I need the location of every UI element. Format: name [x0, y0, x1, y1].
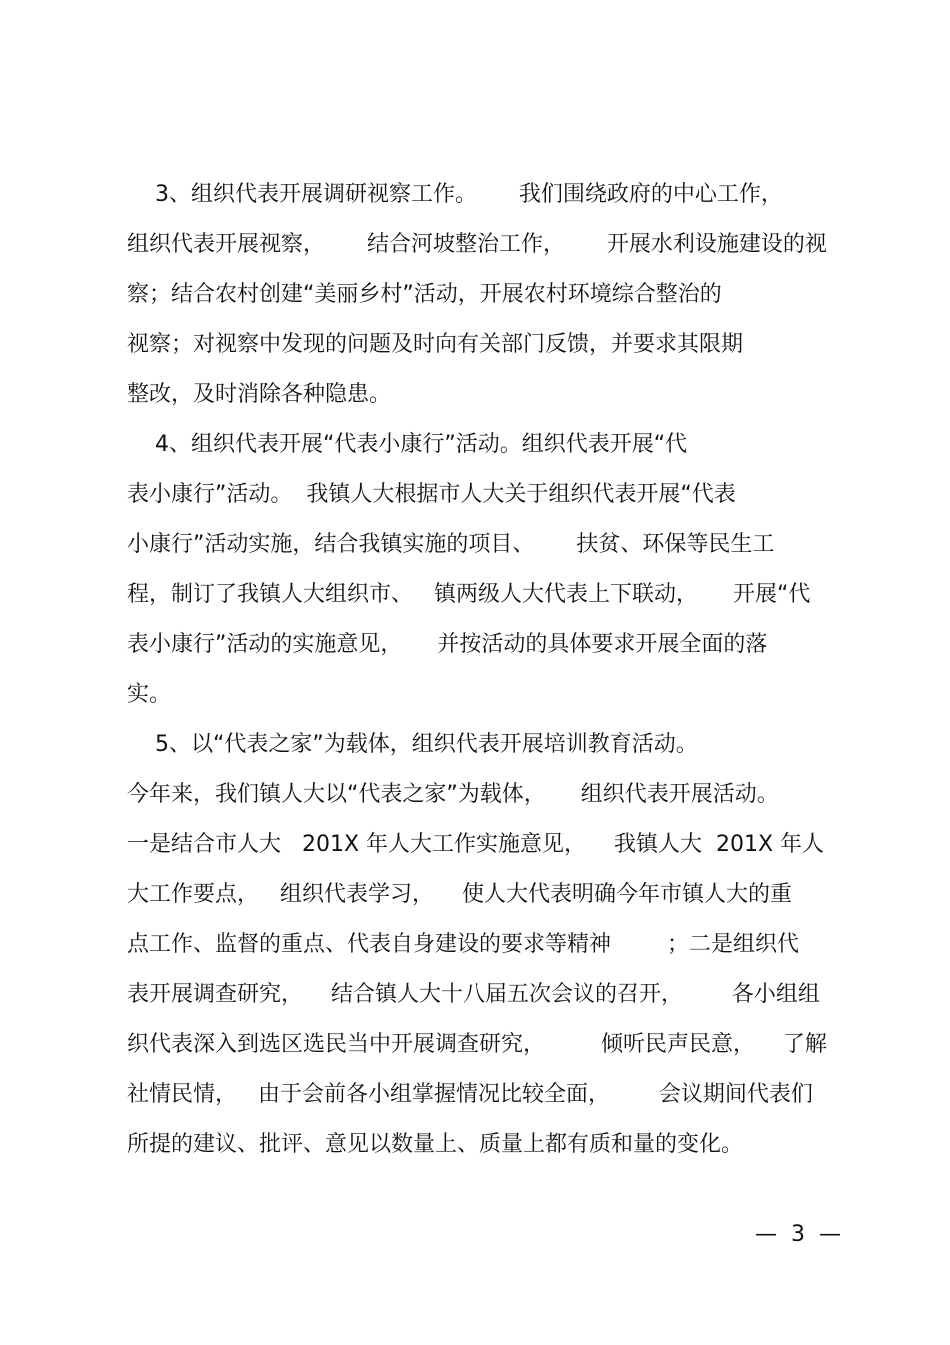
text-line: 4、组织代表开展“代表小康行”活动。组织代表开展“代: [127, 432, 688, 457]
text-line: 表小康行”活动。 我镇人大根据市人大关于组织代表开展“代表: [127, 482, 736, 507]
text-line: 视察；对视察中发现的问题及时向有关部门反馈，并要求其限期: [127, 332, 744, 357]
text-line: 3、组织代表开展调研视察工作。 我们围绕政府的中心工作，: [127, 182, 783, 207]
text-line: 表小康行”活动的实施意见， 并按活动的具体要求开展全面的落: [127, 632, 768, 657]
text-line: 程，制订了我镇人大组织市、 镇两级人大代表上下联动， 开展“代: [127, 582, 811, 607]
text-line: 织代表深入到选区选民当中开展调查研究， 倾听民声民意， 了解: [127, 1032, 827, 1057]
text-line: 表开展调查研究， 结合镇人大十八届五次会议的召开， 各小组组: [127, 982, 820, 1007]
text-line: 整改，及时消除各种隐患。: [127, 382, 392, 407]
text-line: 察；结合农村创建“美丽乡村”活动，开展农村环境综合整治的: [127, 282, 722, 307]
text-line: 今年来，我们镇人大以“代表之家”为载体， 组织代表开展活动。: [127, 782, 779, 807]
page-number: — 3 —: [755, 1222, 841, 1247]
text-line: 所提的建议、批评、意见以数量上、质量上都有质和量的变化。: [127, 1132, 744, 1157]
text-line: 5、以“代表之家”为载体，组织代表开展培训教育活动。: [127, 732, 698, 757]
text-line: 实。: [127, 682, 172, 707]
text-line: 点工作、监督的重点、代表自身建设的要求等精神 ；二是组织代: [127, 932, 799, 957]
text-line: 组织代表开展视察， 结合河坡整治工作， 开展水利设施建设的视: [127, 232, 827, 257]
text-line: 一是结合市人大 201X 年人大工作实施意见， 我镇人大 201X 年人: [127, 832, 825, 857]
text-line: 大工作要点， 组织代表学习， 使人大代表明确今年市镇人大的重: [127, 882, 792, 907]
text-line: 小康行”活动实施，结合我镇实施的项目、 扶贫、环保等民生工: [127, 532, 775, 557]
text-line: 社情民情， 由于会前各小组掌握情况比较全面， 会议期间代表们: [127, 1082, 813, 1107]
